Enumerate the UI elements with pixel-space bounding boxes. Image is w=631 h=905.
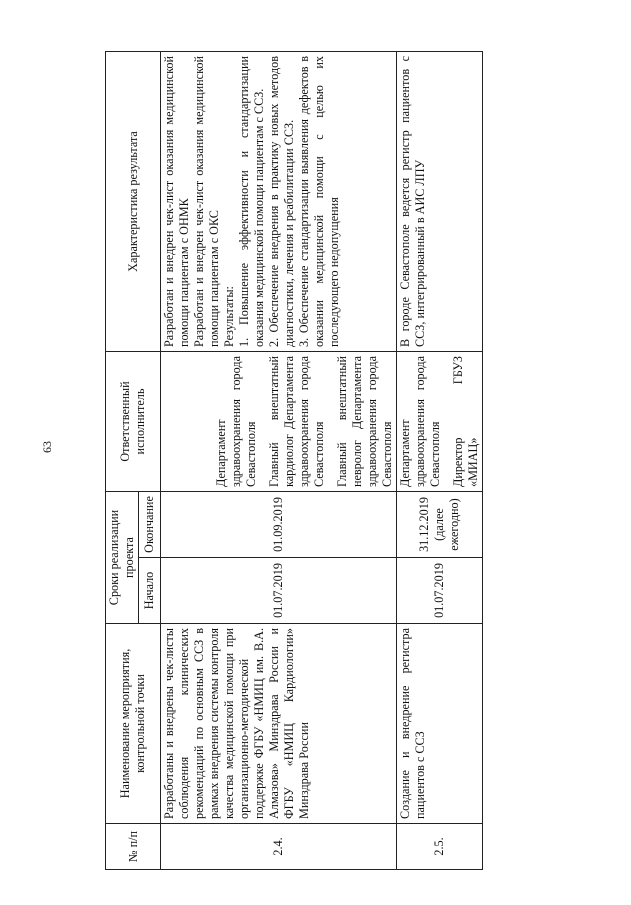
row-name: Создание и внедрение регистра пациентов с ССЗ (397, 624, 483, 824)
result-line: 3. Обеспечение стандартизации выявления дефектов в оказании медицинской помощи с целью их последующего недопущения (297, 56, 341, 347)
header-terms: Сроки реализации проекта (106, 492, 139, 624)
project-table (105, 51, 483, 870)
header-name: Наименование мероприятия, контрольной точки (106, 624, 161, 824)
header-num: № п/п (106, 824, 161, 870)
row-result (161, 52, 397, 352)
responsible-line: Департамент здравоохранения города Севастополя (398, 356, 442, 487)
row-responsible (161, 352, 397, 492)
header-start: Начало (139, 558, 161, 624)
row-start: 01.07.2019 (397, 558, 483, 624)
responsible-line: Главный внештатный кардиолог Департамента здравоохранения города Севастополя (267, 356, 326, 487)
row-responsible (397, 352, 483, 492)
responsible-line: Департамент здравоохранения города Севастополя (214, 356, 258, 487)
result-line: 1. Повышение эффективности и стандартизации оказания медицинской помощи пациентам с ССЗ. (237, 56, 266, 347)
table-row (161, 52, 397, 870)
result-line: Разработан и внедрен чек-лист оказания медицинской помощи пациентам с ОКС (192, 56, 221, 347)
table-row (397, 52, 483, 870)
responsible-line: Главный внештатный невролог Департамента здравоохранения города Севастополя (335, 356, 394, 487)
row-end: 31.12.2019 (далее ежегодно) (397, 492, 483, 558)
header-end: Окончание (139, 492, 161, 558)
result-line: Результаты: (222, 286, 236, 347)
rotated-table-container (105, 52, 480, 870)
row-end: 01.09.2019 (161, 492, 397, 558)
row-result (397, 52, 483, 352)
header-result: Характеристика результата (106, 52, 161, 352)
row-num: 2.5. (397, 824, 483, 870)
result-line: Разработан и внедрен чек-лист оказания медицинской помощи пациентам с ОНМК (162, 56, 191, 347)
header-responsible: Ответственный исполнитель (106, 352, 161, 492)
result-line: 2. Обеспечение внедрения в практику новых методов диагностики, лечения и реабилитации ССЗ. (267, 56, 296, 347)
responsible-line: Директор ГБУЗ «МИАЦ» (451, 356, 480, 487)
row-start: 01.07.2019 (161, 558, 397, 624)
row-num: 2.4. (161, 824, 397, 870)
result-line: В городе Севастополе ведется регистр пациентов с ССЗ, интегрированный в АИС ЛПУ (398, 56, 427, 347)
page-number: 63 (40, 441, 54, 453)
row-name: Разработаны и внедрены чек-листы соблюдения клинических рекомендаций по основным ССЗ в рамках внедрения системы контроля качества медицинской помощи при организационно-методической поддержке ФГБУ «НМИЦ им. В.А. Алмазова» Минздрава России и ФГБУ «НМИЦ Кардиологии» Минздрава России (161, 624, 397, 824)
header-row (106, 52, 139, 870)
